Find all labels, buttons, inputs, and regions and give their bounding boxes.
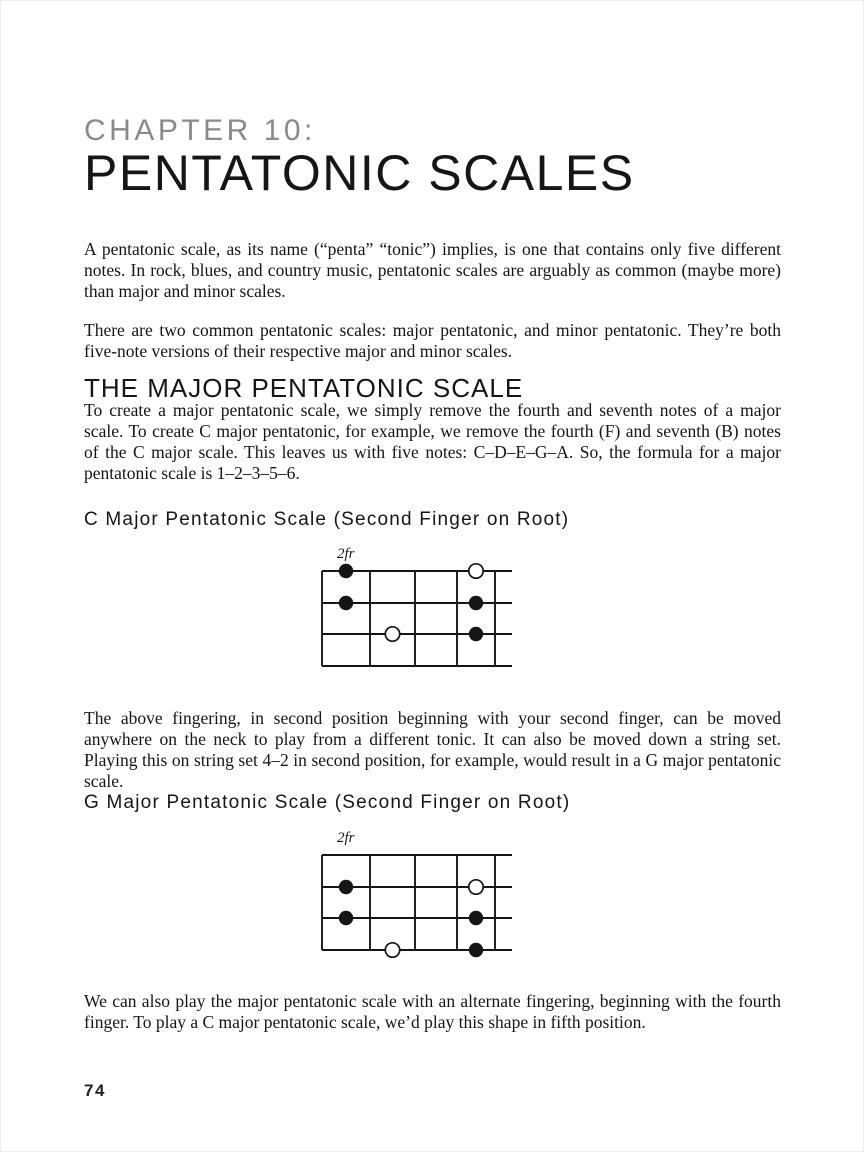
filled-note-dot xyxy=(339,564,353,578)
open-root-dot xyxy=(469,880,483,894)
fretboard-grid xyxy=(320,562,522,672)
filled-note-dot xyxy=(339,596,353,610)
filled-note-dot xyxy=(469,911,483,925)
intro-paragraph-1: A pentatonic scale, as its name (“penta” “tonic”) implies, is one that contains only five different notes. In rock, blues, and country music, pentatonic scales are arguably as common (maybe more) than major and minor scales. xyxy=(84,239,781,301)
fretboard-diagram-g-major xyxy=(320,830,535,958)
intro-paragraph-2: There are two common pentatonic scales: major pentatonic, and minor pentatonic. They’re both five-note versions of their respective major and minor scales. xyxy=(84,320,781,361)
filled-note-dot xyxy=(469,943,483,957)
diagram-caption-c-major: C Major Pentatonic Scale (Second Finger on Root) xyxy=(84,509,570,530)
closing-paragraph: We can also play the major pentatonic scale with an alternate fingering, beginning with the fourth finger. To play a C major pentatonic scale, we’d play this shape in fifth position. xyxy=(84,991,781,1032)
filled-note-dot xyxy=(339,880,353,894)
open-root-dot xyxy=(385,943,399,957)
fret-position-label: 2fr xyxy=(337,830,355,846)
chapter-title: PENTATONIC SCALES xyxy=(84,145,635,201)
between-diagrams-paragraph: The above fingering, in second position beginning with your second finger, can be moved anywhere on the neck to play from a different tonic. It can also be moved down a string set. Playing this on string set 4–2 in second position, for example, would result in a G major pentatonic scale. xyxy=(84,708,781,791)
filled-note-dot xyxy=(469,627,483,641)
diagram-caption-g-major: G Major Pentatonic Scale (Second Finger on Root) xyxy=(84,792,571,813)
fretboard-diagram-c-major xyxy=(320,546,535,674)
filled-note-dot xyxy=(339,911,353,925)
filled-note-dot xyxy=(469,596,483,610)
open-root-dot xyxy=(385,627,399,641)
section-heading-major-pentatonic: THE MAJOR PENTATONIC SCALE xyxy=(84,373,524,403)
chapter-label: CHAPTER 10: xyxy=(84,114,316,147)
fretboard-grid xyxy=(320,846,522,956)
page-number: 74 xyxy=(84,1081,106,1100)
major-pentatonic-paragraph: To create a major pentatonic scale, we simply remove the fourth and seventh notes of a major scale. To create C major pentatonic, for example, we remove the fourth (F) and seventh (B) notes of the C major scale. This leaves us with five notes: C–D–E–G–A. So, the formula for a major pentatonic scale is 1–2–3–5–6. xyxy=(84,400,781,483)
open-root-dot xyxy=(469,564,483,578)
fret-position-label: 2fr xyxy=(337,546,355,562)
